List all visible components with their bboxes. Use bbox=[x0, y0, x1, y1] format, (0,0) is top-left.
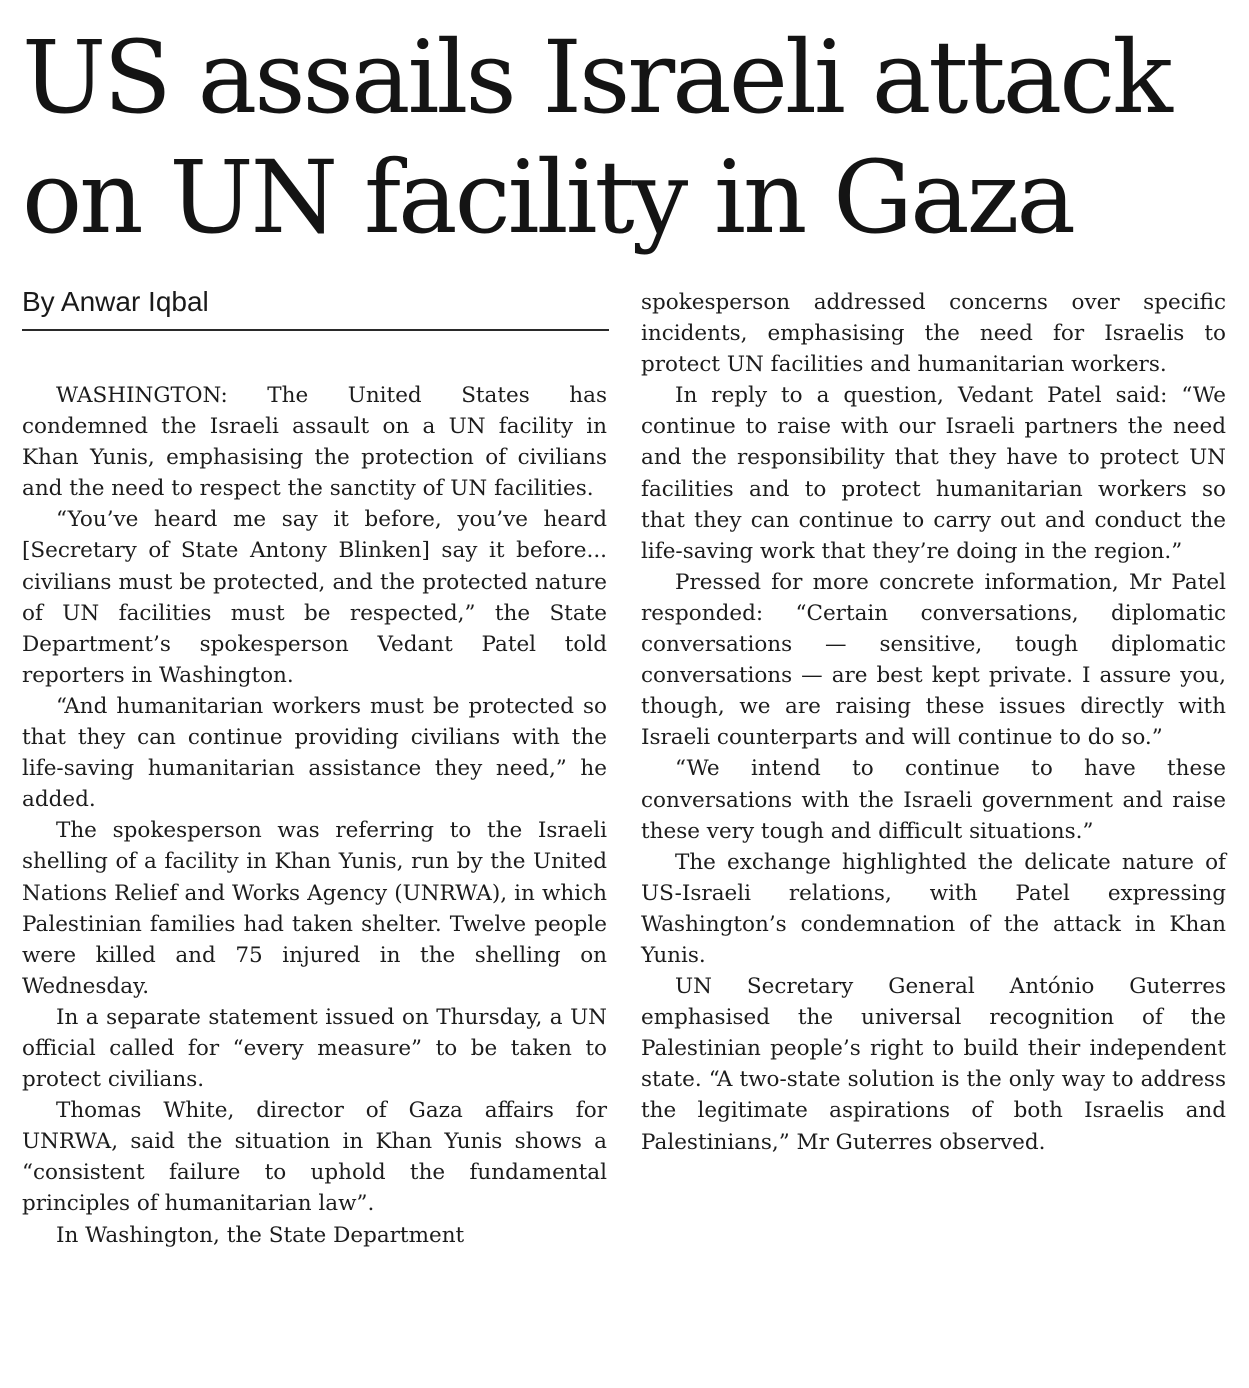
paragraph-patel-reply: In reply to a question, Vedant Patel said: “We continue to raise with our Israeli partners the need and the responsibility that they have to protect UN facilities and to protect humanitarian workers so that they can continue to carry out and conduct the life-saving work that they’re doing in the region.” bbox=[641, 383, 1226, 564]
paragraph-un-statement: In a separate statement issued on Thursday, a UN official called for “every measure” to be taken to protect civilians. bbox=[22, 1004, 607, 1093]
paragraph-guterres: UN Secretary General António Guterres emphasised the universal recognition of the Palestinian people’s right to build their independent state. “A two-state solution is the only way to address the legitimate aspirations of both Israelis and Palestinians,” Mr Guterres observed. bbox=[641, 974, 1226, 1155]
paragraph-thomas-white: Thomas White, director of Gaza affairs for UNRWA, said the situation in Khan Yunis shows a “consistent failure to uphold the fundamental principles of humanitarian law”. bbox=[22, 1098, 607, 1217]
headline-line-2: on UN facility in Gaza bbox=[22, 139, 1073, 256]
headline-line-1: US assails Israeli attack bbox=[22, 19, 1170, 136]
paragraph-continued: spokesperson addressed concerns over specific incidents, emphasising the need for Israelis to protect UN facilities and humanitarian workers. bbox=[641, 290, 1226, 378]
paragraph-exchange: The exchange highlighted the delicate nature of US-Israeli relations, with Patel expressing Washington’s condemnation of the attack in Khan Yunis. bbox=[641, 849, 1226, 968]
byline: By Anwar Iqbal bbox=[22, 286, 209, 317]
paragraph-shelling: The spokesperson was referring to the Israeli shelling of a facility in Khan Yunis, run by the United Nations Relief and Works Agency (UNRWA), in which Palestinian families had taken shelter. Twelve people were killed and 75 injured in the shelling on Wednesday. bbox=[22, 818, 607, 999]
paragraph-dateline: WASHINGTON: The United States has condemned the Israeli assault on a UN facility in Khan Yunis, emphasising the protection of civilians and the need to respect the sanctity of UN facilities. bbox=[22, 383, 607, 502]
paragraph-washington-start: In Washington, the State Department bbox=[56, 1222, 465, 1248]
paragraph-pressed: Pressed for more concrete information, Mr Patel responded: “Certain conversations, diplomatic conversations — sensitive, tough diplomatic conversations — are best kept private. I assure you, though, we are raising these issues directly with Israeli counterparts and will continue to do so.” bbox=[641, 569, 1226, 751]
paragraph-quote-civilians: “You’ve heard me say it before, you’ve heard [Secretary of State Antony Blinken] say it before... civilians must be protected, and the protected nature of UN facilities must be respected,” the State Department’s spokesperson Vedant Patel told reporters in Washington. bbox=[22, 507, 607, 688]
byline-rule bbox=[22, 284, 609, 331]
article-column-right bbox=[641, 287, 1226, 1158]
paragraph-intend: “We intend to continue to have these conversations with the Israeli government and raise these very tough and difficult situations.” bbox=[641, 756, 1226, 844]
article-column-left bbox=[22, 380, 607, 1251]
headline bbox=[22, 18, 1232, 258]
paragraph-quote-workers: “And humanitarian workers must be protected so that they can continue providing civilians with the life-saving humanitarian assistance they need,” he added. bbox=[22, 693, 607, 813]
